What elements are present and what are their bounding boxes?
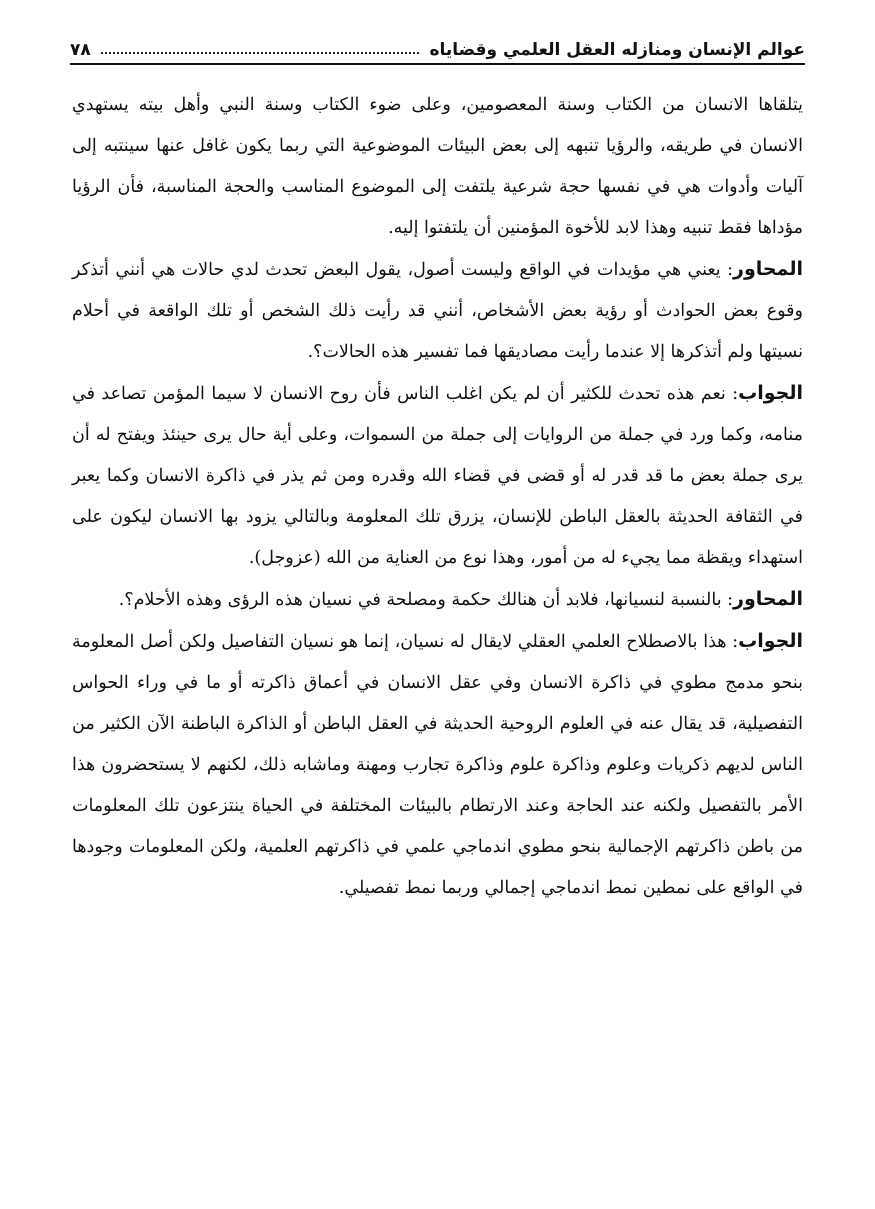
paragraph xyxy=(72,579,803,621)
page-body xyxy=(72,84,803,909)
running-title: عوالم الإنسان ومنازله العقل العلمي وقضاياه xyxy=(429,40,805,60)
paragraph xyxy=(72,373,803,579)
paragraph xyxy=(72,249,803,373)
paragraph-text: : نعم هذه تحدث للكثير أن لم يكن اغلب الناس فأن روح الانسان لا سيما المؤمن تصاعد في منامه، وكما ورد في جملة من الروايات إلى جملة من السموات، وعلى أية حال يرى حينئذ ويفتح له أن يرى جملة بعض ما قد قدر له أو قضى في قضاء الله وقدره ومن ثم يذر في ذاكرة الانسان وكما يعبر في الثقافة الحديثة بالعقل الباطن للإنسان، يزرق تلك المعلومة وبالتالي يزود بها الانسان ليكون على استهداء ويقظة مما يجيء له من أمور، وهذا نوع من العناية من الله (عزوجل). xyxy=(72,384,803,568)
speaker-label: المحاور xyxy=(733,258,803,280)
paragraph xyxy=(72,621,803,909)
paragraph-text: : هذا بالاصطلاح العلمي العقلي لايقال له نسيان، إنما هو نسيان التفاصيل ولكن أصل المعلومة بنحو مدمج مطوي في ذاكرة الانسان وفي عقل الانسان في أعماق ذاكرته أو ما في وراء الحواس التفصيلية، قد يقال عنه في العلوم الروحية الحديثة في العقل الباطن أو الذاكرة الباطنة الآن الكثير من الناس لديهم ذكريات وعلوم وذاكرة علوم وذاكرة تجارب ومهنة وماشابه ذلك، لكنهم لا يستحضرون هذا الأمر بالتفصيل ولكنه عند الحاجة وعند الارتطام بالبيئات المختلفة في الحياة ينتزعون تلك المعلومات من باطن ذاكرتهم الإجمالية بنحو مطوي اندماجي علمي في ذاكرتهم العلمية، ولكن المعلومات وجودها في الواقع على نمطين نمط اندماجي إجمالي وربما نمط تفصيلي. xyxy=(72,632,803,898)
paragraph-text: : بالنسبة لنسيانها، فلابد أن هنالك حكمة ومصلحة في نسيان هذه الرؤى وهذه الأحلام؟. xyxy=(118,590,734,610)
page-header xyxy=(70,30,805,60)
header-rule xyxy=(70,63,805,65)
paragraph xyxy=(72,84,803,249)
page-number: ٧٨ xyxy=(70,40,91,60)
header-dot-leader xyxy=(101,52,420,54)
speaker-label: الجواب xyxy=(738,382,803,404)
speaker-label: الجواب xyxy=(738,630,803,652)
speaker-label: المحاور xyxy=(733,588,803,610)
paragraph-text: يتلقاها الانسان من الكتاب وسنة المعصومين، وعلى ضوء الكتاب وسنة النبي وأهل بيته يستهدي الانسان في طريقه، والرؤيا تنبهه إلى بعض البيئات الموضوعية التي ربما يكون غافل عنها سينتبه إلى آليات وأدوات هي في نفسها حجة شرعية يلتفت إلى الموضوع المناسب والحجة المناسبة، فأن الرؤيا مؤداها فقط تنبيه وهذا لابد للأخوة المؤمنين أن يلتفتوا إليه. xyxy=(72,95,803,238)
paragraph-text: : يعني هي مؤيدات في الواقع وليست أصول، يقول البعض تحدث لدي حالات هي أنني أتذكر وقوع بعض الحوادث أو رؤية بعض الأشخاص، أنني قد رأيت ذلك الشخص أو تلك الواقعة في أحلام نسيتها ولم أتذكرها إلا عندما رأيت مصاديقها فما تفسير هذه الحالات؟. xyxy=(72,260,803,362)
